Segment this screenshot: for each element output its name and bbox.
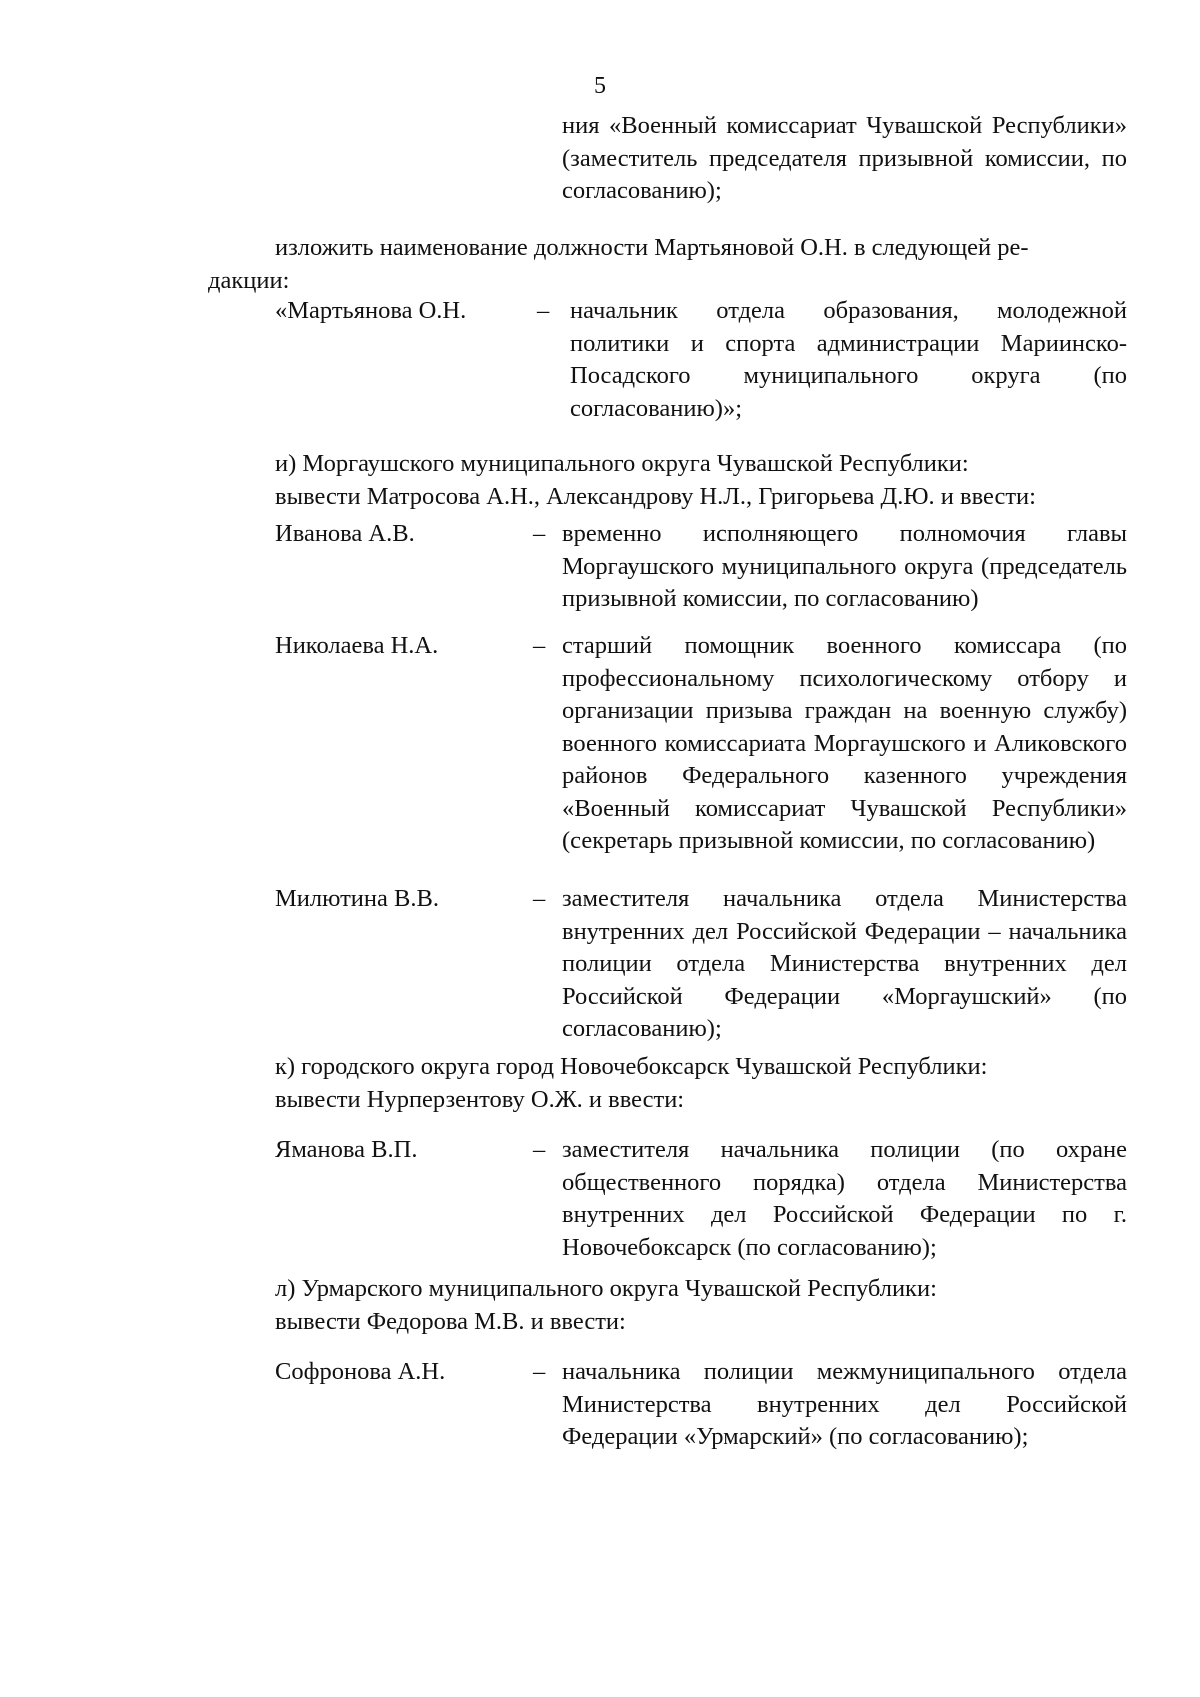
amendment-paragraph [208, 232, 1127, 297]
member-description: начальника полиции межмуниципального отдела Министерства внутренних дел Российской Федерации «Урмарский» (по согласованию); [562, 1358, 1127, 1450]
member-name: Яманова В.П. [275, 1136, 418, 1163]
section-heading: и) Моргаушского муниципального округа Чувашской Республики: [275, 450, 969, 477]
member-description: старший помощник военного комиссара (по профессиональному психологическому отбору и организации призыва граждан на военную службу) военного комиссариата Моргаушского и Аликовского районов Федерального казенного учреждения «Военный комиссариат Чувашской Республики» (секретарь призывной комиссии, по согласованию) [562, 632, 1127, 854]
member-dash: – [533, 885, 546, 912]
paragraph-line-1: изложить наименование должности Мартьяновой О.Н. в следующей ре- [275, 234, 1029, 261]
member-dash: – [533, 632, 546, 659]
section-instruction: вывести Нурперзентову О.Ж. и ввести: [275, 1085, 685, 1113]
paragraph-line-2: дакции: [208, 266, 290, 294]
section-morgaush [275, 448, 1127, 513]
member-name: Софронова А.Н. [275, 1358, 446, 1385]
section-heading: к) городского округа город Новочебоксарск Чувашской Республики: [275, 1053, 988, 1080]
member-name: Николаева Н.А. [275, 632, 439, 659]
member-name: «Мартьянова О.Н. [275, 297, 467, 324]
page-number: 5 [594, 73, 606, 99]
section-heading: л) Урмарского муниципального округа Чувашской Республики: [275, 1275, 937, 1302]
member-dash: – [533, 520, 546, 547]
section-instruction: вывести Матросова А.Н., Александрову Н.Л., Григорьева Д.Ю. и ввести: [275, 482, 1036, 510]
section-instruction: вывести Федорова М.В. и ввести: [275, 1307, 626, 1335]
section-novocheboksarsk [275, 1051, 1127, 1116]
member-description: временно исполняющего полномочия главы Моргаушского муниципального округа (председатель призывной комиссии, по согласованию) [562, 520, 1127, 612]
member-name: Иванова А.В. [275, 520, 415, 547]
member-dash: – [533, 1358, 546, 1385]
intro-continuation: ния «Военный комиссариат Чувашской Республики» (заместитель председателя призывной комиссии, по согласованию); [562, 112, 1127, 204]
member-dash: – [533, 1136, 546, 1163]
member-description: заместителя начальника отдела Министерства внутренних дел Российской Федерации – начальника полиции отдела Министерства внутренних дел Российской Федерации «Моргаушский» (по согласованию); [562, 885, 1127, 1042]
member-dash: – [537, 297, 550, 324]
member-description: заместителя начальника полиции (по охране общественного порядка) отдела Министерства внутренних дел Российской Федерации по г. Новочебоксарск (по согласованию); [562, 1136, 1127, 1261]
member-description: начальник отдела образования, молодежной политики и спорта администрации Мариинско-Посадского муниципального округа (по согласованию)»; [570, 297, 1127, 422]
section-urmary [275, 1273, 1127, 1338]
member-name: Милютина В.В. [275, 885, 439, 912]
